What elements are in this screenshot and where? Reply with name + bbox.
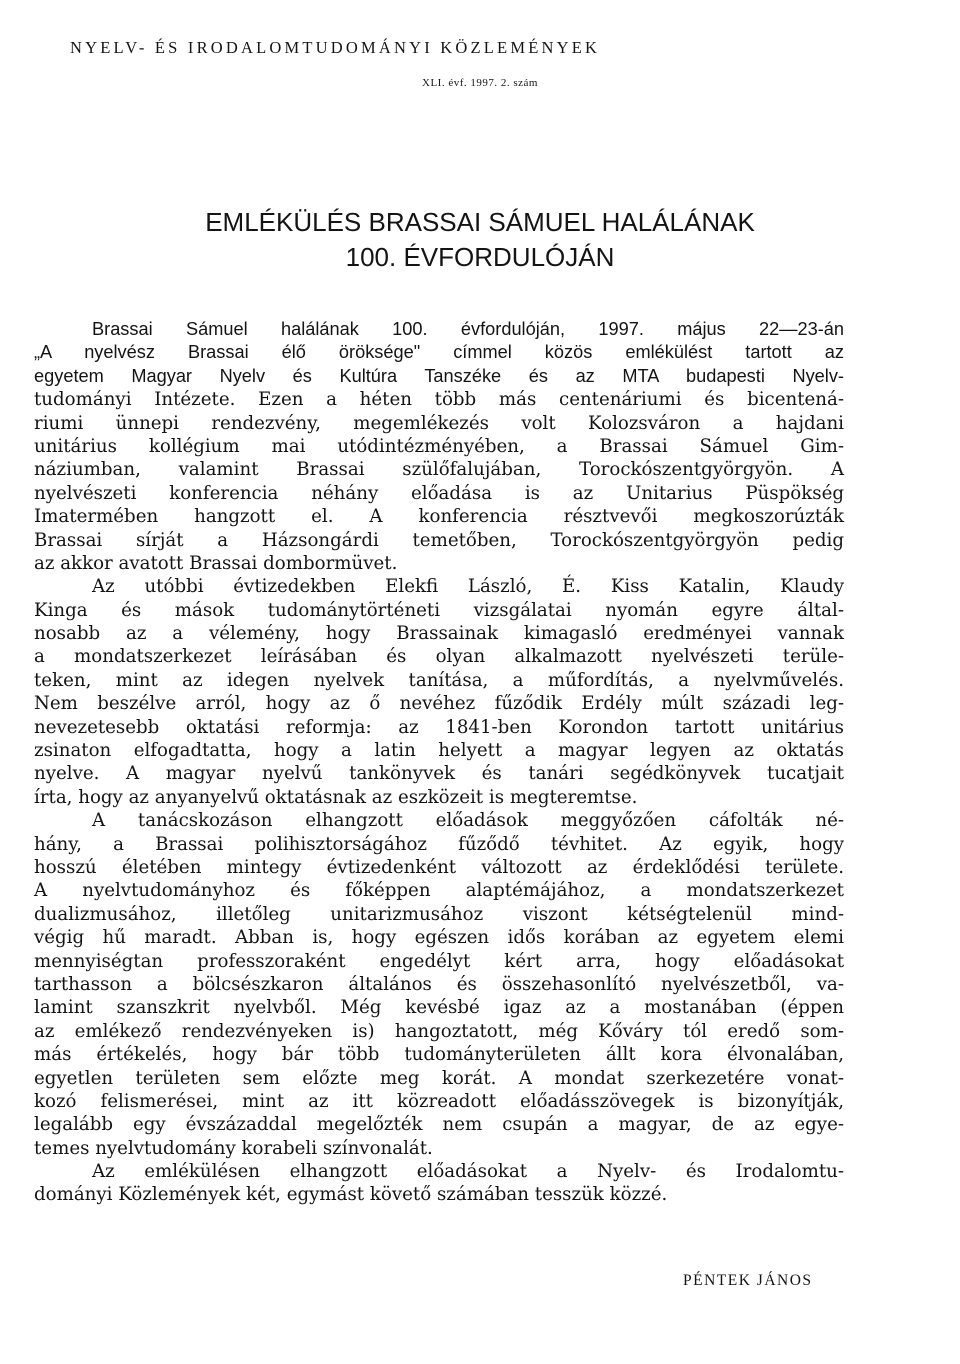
body-line: legalább egy évszázaddal megelőzték nem csupán a magyar, de az egye- (34, 1114, 844, 1136)
body-line: tudományi Intézete. Ezen a héten több más centenáriumi és bicentená- (34, 389, 844, 411)
body-line: hány, a Brassai polihisztorságához fűződő tévhitet. Az egyik, hogy (34, 833, 844, 855)
body-line: nevezetesebb oktatási reformja: az 1841-ben Korondon tartott unitárius (34, 716, 844, 738)
issue-line: XLI. évf. 1997. 2. szám (422, 77, 538, 89)
body-line: riumi ünnepi rendezvény, megemlékezés volt Kolozsváron a hajdani (34, 412, 844, 434)
body-line: zsinaton elfogadtatta, hogy a latin helyett a magyar legyen az oktatás (34, 740, 844, 762)
body-line: kozó felismerései, mint az itt közreadott előadásszövegek is bizonyítják, (34, 1090, 844, 1112)
body-line: hosszú életében mintegy évtizedenként változott az érdeklődési területe. (34, 856, 844, 878)
body-line: dományi Közlemények két, egymást követő számában tesszük közzé. (34, 1184, 668, 1206)
body-line: „A nyelvész Brassai élő öröksége" címmel közös emlékülést tartott az (34, 342, 844, 363)
body-line: nosabb az a vélemény, hogy Brassainak kimagasló eredményei vannak (34, 623, 844, 645)
body-line: Kinga és mások tudománytörténeti vizsgálatai nyomán egyre által- (34, 599, 844, 621)
body-line: nyelvészeti konferencia néhány előadása is az Unitarius Püspökség (34, 482, 844, 504)
body-line: unitárius kollégium mai utódintézményében, a Brassai Sámuel Gim- (34, 435, 844, 457)
body-line: Nem beszélve arról, hogy az ő nevéhez fűződik Erdély múlt századi leg- (34, 693, 844, 715)
article-title-line-1: EMLÉKÜLÉS BRASSAI SÁMUEL HALÁLÁNAK (205, 207, 755, 237)
body-line: lamint szanszkrit nyelvből. Még kevésbé igaz az a mostanában (éppen (34, 997, 844, 1019)
body-line: írta, hogy az anyanyelvű oktatásnak az eszközeit is megteremtse. (34, 786, 638, 808)
body-line: náziumban, valamint Brassai szülőfalujában, Torockószentgyörgyön. A (34, 459, 844, 481)
body-line: Az utóbbi évtizedekben Elekfi László, É. Kiss Katalin, Klaudy (92, 576, 844, 598)
body-line: nyelve. A magyar nyelvű tankönyvek és tanári segédkönyvek tucatjait (34, 763, 844, 785)
body-line: más értékelés, hogy bár több tudományterületen állt kora élvonalában, (34, 1044, 844, 1066)
journal-title: NYELV- ÉS IRODALOMTUDOMÁNYI KÖZLEMÉNYEK (70, 38, 601, 57)
author-signature: PÉNTEK JÁNOS (683, 1272, 813, 1289)
body-line: temes nyelvtudomány korabeli színvonalát. (34, 1137, 433, 1159)
body-line: mennyiségtan professzoraként engedélyt kért arra, hogy előadásokat (34, 950, 844, 972)
body-line: a mondatszerkezet leírásában és olyan alkalmazott nyelvészeti terüle- (34, 646, 844, 668)
body-line: Az emlékülésen elhangzott előadásokat a Nyelv- és Irodalomtu- (92, 1161, 844, 1183)
body-line: A tanácskozáson elhangzott előadások meggyőzően cáfolták né- (92, 810, 844, 832)
body-line: az akkor avatott Brassai dombormüvet. (34, 552, 398, 574)
body-line: tarthasson a bölcsészkaron általános és összehasonlító nyelvészetből, va- (34, 973, 844, 995)
body-line: Brassai Sámuel halálának 100. évfordulóján, 1997. május 22—23-án (92, 319, 844, 339)
body-line: teken, mint az idegen nyelvek tanítása, a műfordítás, a nyelvművelés. (34, 669, 844, 691)
body-line: egyetlen területen sem előzte meg korát. A mondat szerkezetére vonat- (34, 1067, 844, 1089)
article-title-line-2: 100. ÉVFORDULÓJÁN (345, 242, 615, 272)
article-body (34, 318, 844, 1207)
body-line: végig hű maradt. Abban is, hogy egészen idős korában az egyetem elemi (34, 927, 844, 949)
body-line: egyetem Magyar Nyelv és Kultúra Tanszéke és az MTA budapesti Nyelv- (34, 365, 844, 386)
body-line: Imatermében hangzott el. A konferencia résztvevői megkoszorúzták (34, 506, 844, 528)
body-line: Brassai sírját a Házsongárdi temetőben, Torockószentgyörgyön pedig (34, 529, 844, 551)
body-line: A nyelvtudományhoz és főképpen alaptémájához, a mondatszerkezet (34, 880, 844, 902)
body-line: dualizmusához, illetőleg unitarizmusához viszont kétségtelenül mind- (34, 903, 844, 925)
body-line: az emlékező rendezvényeken is) hangoztatott, még Kőváry tól eredő som- (34, 1020, 844, 1042)
